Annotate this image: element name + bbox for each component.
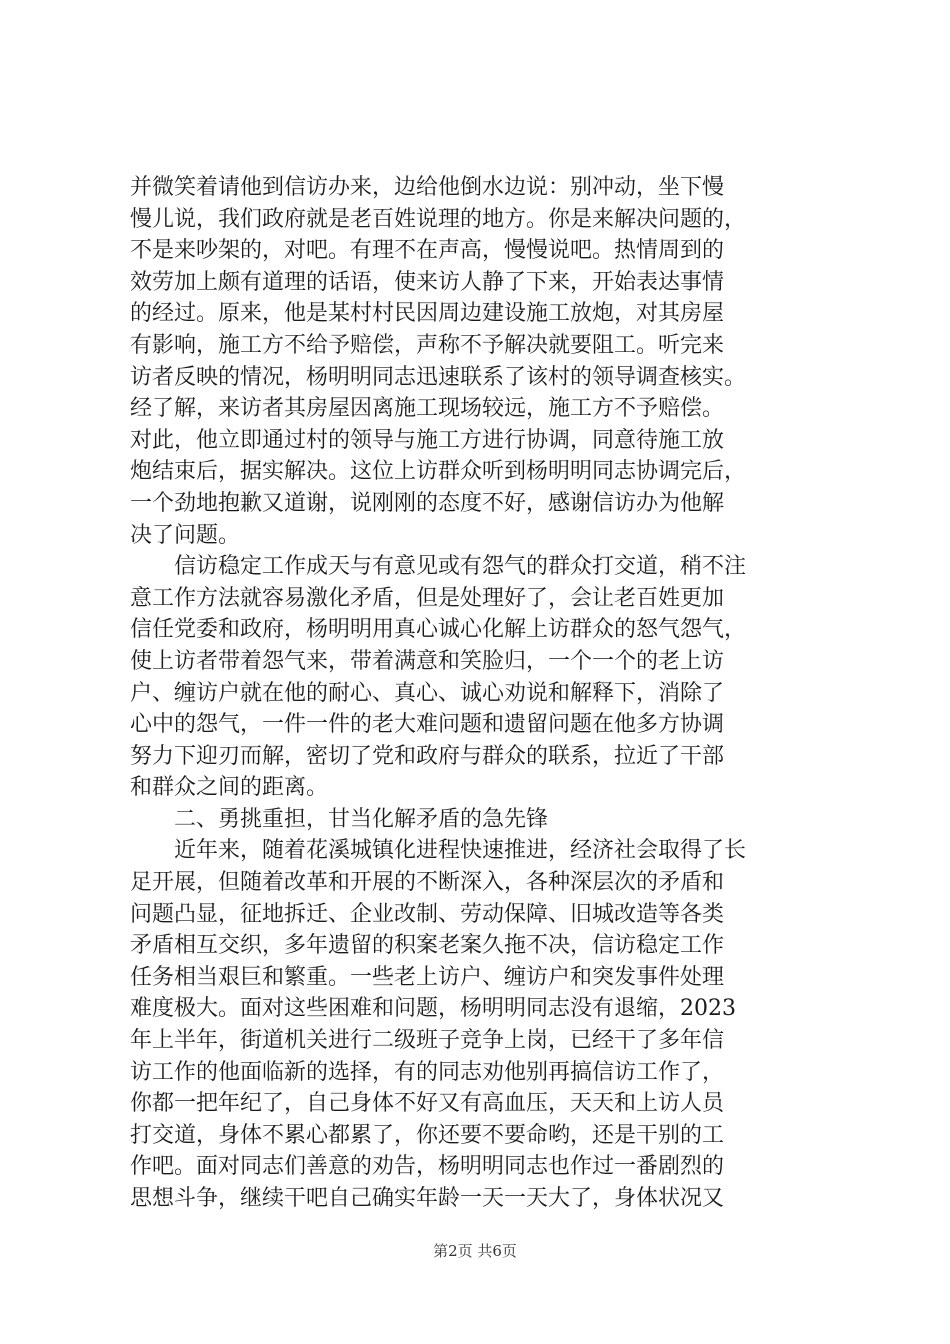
text-line: 问题凸显，征地拆迁、企业改制、劳动保障、旧城改造等各类: [130, 901, 725, 927]
text-line: 努力下迎刃而解，密切了党和政府与群众的联系，拉近了干部: [130, 743, 725, 769]
page-number: 第2页 共6页: [433, 1242, 517, 1260]
text-line: 有影响，施工方不给予赔偿，声称不予解决就要阻工。听完来: [130, 332, 725, 358]
text-line: 任务相当艰巨和繁重。一些老上访户、缠访户和突发事件处理: [130, 964, 725, 990]
page-footer: [0, 1240, 950, 1261]
text-line: 打交道，身体不累心都累了，你还要不要命哟，还是干别的工: [130, 1122, 725, 1148]
text-line: 心中的怨气，一件一件的老大难问题和遗留问题在他多方协调: [130, 712, 725, 738]
text-line: 炮结束后，据实解决。这位上访群众听到杨明明同志协调完后，: [130, 459, 747, 485]
text-line: 不是来吵架的，对吧。有理不在声高，慢慢说吧。热情周到的: [130, 238, 725, 264]
text-line: 矛盾相互交织，多年遗留的积案老案久拖不决，信访稳定工作: [130, 933, 725, 959]
text-line: 作吧。面对同志们善意的劝告，杨明明同志也作过一番剧烈的: [130, 1154, 725, 1180]
text-line: 决了问题。: [130, 522, 241, 548]
text-line: 经了解，来访者其房屋因离施工现场较远，施工方不予赔偿。: [130, 396, 725, 422]
text-line: 一个劲地抱歉又道谢，说刚刚的态度不好，感谢信访办为他解: [130, 490, 725, 516]
text-line: 的经过。原来，他是某村村民因周边建设施工放炮，对其房屋: [130, 301, 725, 327]
text-line: 访工作的他面临新的选择，有的同志劝他别再搞信访工作了，: [130, 1059, 725, 1085]
text-line: 使上访者带着怨气来，带着满意和笑脸归，一个一个的老上访: [130, 648, 725, 674]
text-line: 和群众之间的距离。: [130, 775, 329, 801]
text-line: 户、缠访户就在他的耐心、真心、诚心劝说和解释下，消除了: [130, 680, 725, 706]
text-line: 效劳加上颇有道理的话语，使来访人静了下来，开始表达事情: [130, 269, 725, 295]
text-line: 对此，他立即通过村的领导与施工方进行协调，同意待施工放: [130, 427, 725, 453]
text-line: 足开展，但随着改革和开展的不断深入，各种深层次的矛盾和: [130, 870, 725, 896]
text-line: 访者反映的情况，杨明明同志迅速联系了该村的领导调查核实。: [130, 364, 747, 390]
text-line: 近年来，随着花溪城镇化进程快速推进，经济社会取得了长: [130, 838, 747, 864]
text-line: 意工作方法就容易激化矛盾，但是处理好了，会让老百姓更加: [130, 585, 725, 611]
text-line: 思想斗争，继续干吧自己确实年龄一天一天大了，身体状况又: [130, 1186, 725, 1211]
text-line: 难度极大。面对这些困难和问题，杨明明同志没有退缩，2023: [130, 996, 736, 1022]
document-body: [130, 172, 830, 1215]
text-line: 信任党委和政府，杨明明用真心诚心化解上访群众的怒气怨气，: [130, 617, 747, 643]
text-line: 慢儿说，我们政府就是老百姓说理的地方。你是来解决问题的，: [130, 206, 747, 232]
text-line: 年上半年，街道机关进行二级班子竞争上岗，已经干了多年信: [130, 1028, 725, 1054]
text-line: 二、勇挑重担，甘当化解矛盾的急先锋: [130, 806, 549, 832]
text-line: 你都一把年纪了，自己身体不好又有高血压，天天和上访人员: [130, 1091, 725, 1117]
text-line: 并微笑着请他到信访办来，边给他倒水边说：别冲动，坐下慢: [130, 175, 725, 200]
text-line: 信访稳定工作成天与有意见或有怨气的群众打交道，稍不注: [130, 554, 747, 580]
